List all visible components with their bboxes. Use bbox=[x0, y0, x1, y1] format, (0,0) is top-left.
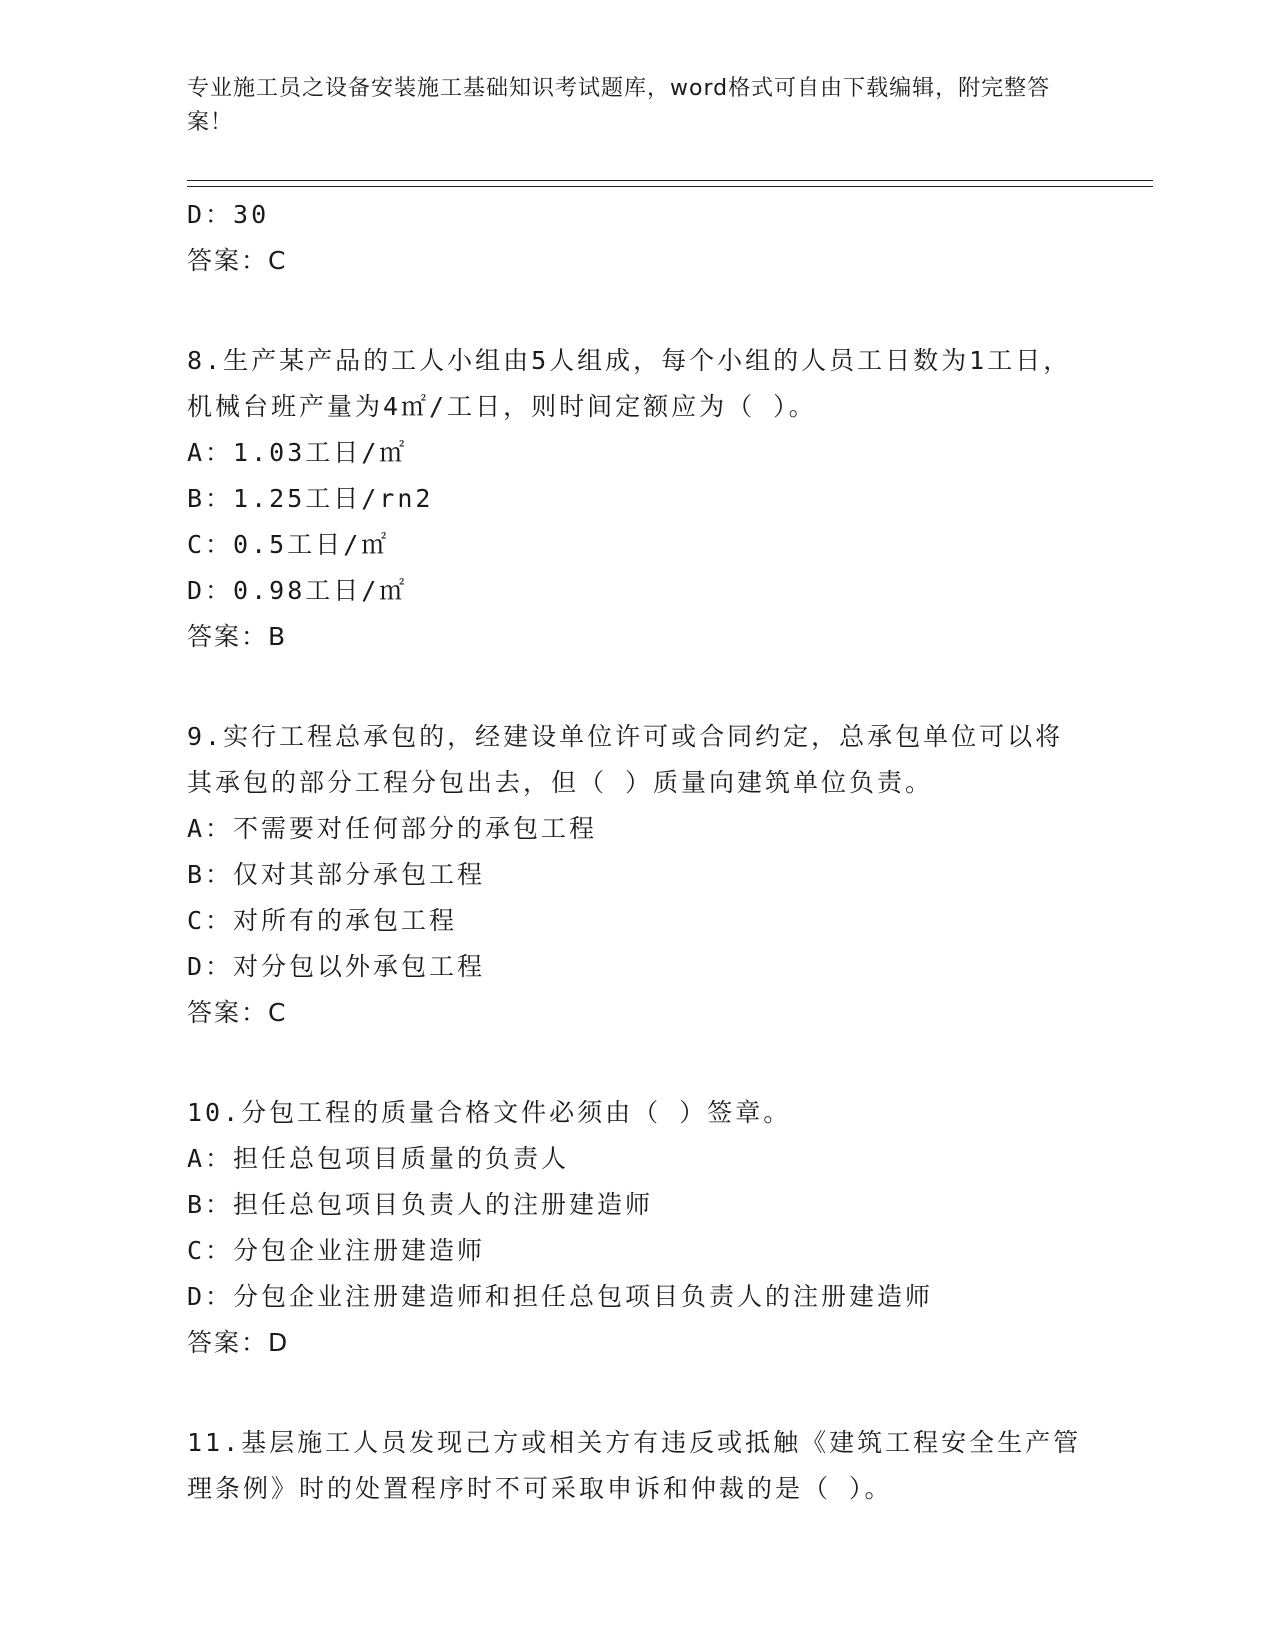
question-text: 8.生产某产品的工人小组由5人组成，每个小组的人员工日数为1工日，机械台班产量为4㎡/工日，则时间定额应为（ ）。 bbox=[187, 346, 1072, 421]
header-divider-bottom bbox=[187, 186, 1153, 187]
option-c: C：对所有的承包工程 bbox=[187, 906, 458, 935]
header-divider-top bbox=[187, 180, 1153, 181]
option-d: D：30 bbox=[187, 200, 270, 229]
option-d: D：对分包以外承包工程 bbox=[187, 952, 486, 981]
question-11 bbox=[187, 1420, 1087, 1512]
answer-line: 答案：C bbox=[187, 998, 288, 1027]
question-text: 9.实行工程总承包的，经建设单位许可或合同约定，总承包单位可以将其承包的部分工程分包出去，但（ ）质量向建筑单位负责。 bbox=[187, 722, 1064, 797]
option-a: A：担任总包项目质量的负责人 bbox=[187, 1144, 570, 1173]
option-c: C：0.5工日/㎡ bbox=[187, 530, 390, 559]
answer-line: 答案：D bbox=[187, 1328, 290, 1357]
question-10 bbox=[187, 1090, 1087, 1366]
option-a: A：不需要对任何部分的承包工程 bbox=[187, 814, 598, 843]
option-d: D：0.98工日/㎡ bbox=[187, 576, 408, 605]
option-c: C：分包企业注册建造师 bbox=[187, 1236, 486, 1265]
question-text: 11.基层施工人员发现己方或相关方有违反或抵触《建筑工程安全生产管理条例》时的处置程序时不可采取申诉和仲裁的是（ ）。 bbox=[187, 1428, 1082, 1503]
document-header: 专业施工员之设备安装施工基础知识考试题库，word格式可自由下载编辑，附完整答案！ bbox=[187, 76, 1051, 135]
option-d: D：分包企业注册建造师和担任总包项目负责人的注册建造师 bbox=[187, 1282, 934, 1311]
option-a: A：1.03工日/㎡ bbox=[187, 438, 408, 467]
question-9 bbox=[187, 714, 1087, 1036]
answer-line: 答案：B bbox=[187, 622, 288, 651]
question-8 bbox=[187, 338, 1087, 660]
question-list bbox=[187, 192, 1087, 1512]
option-b: B：仅对其部分承包工程 bbox=[187, 860, 486, 889]
question-text: 10.分包工程的质量合格文件必须由（ ）签章。 bbox=[187, 1098, 792, 1127]
option-b: B：1.25工日/rn2 bbox=[187, 484, 434, 513]
answer-line: 答案：C bbox=[187, 246, 288, 275]
option-b: B：担任总包项目负责人的注册建造师 bbox=[187, 1190, 654, 1219]
